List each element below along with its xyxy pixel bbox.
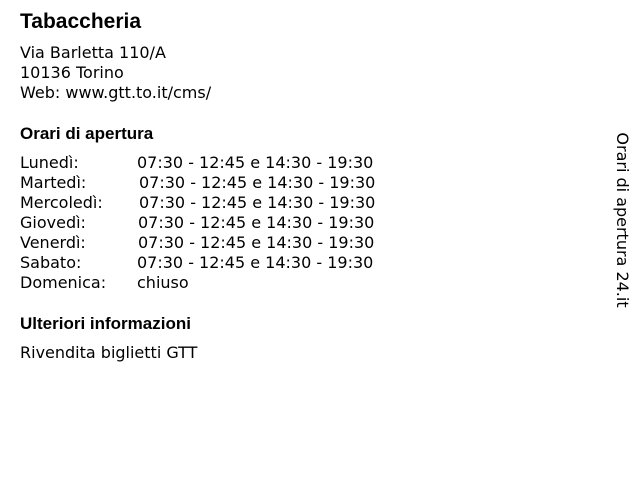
day-label: Mercoledì:: [20, 193, 103, 212]
hours-row-wednesday: [20, 193, 440, 213]
opening-hours-list: [20, 153, 440, 293]
time-range: 07:30 - 12:45 e 14:30 - 19:30: [137, 153, 374, 172]
day-label: Sabato:: [20, 253, 82, 272]
site-watermark: Orari di apertura 24.it: [613, 132, 632, 308]
page-title: Tabaccheria: [20, 10, 142, 33]
hours-heading: Orari di apertura: [20, 124, 154, 143]
hours-row-friday: [20, 233, 440, 253]
day-label: Martedì:: [20, 173, 87, 192]
hours-row-tuesday: [20, 173, 440, 193]
info-text: Rivendita biglietti GTT: [20, 343, 198, 362]
day-label: Venerdì:: [20, 233, 86, 252]
website-link[interactable]: Web: www.gtt.to.it/cms/: [20, 83, 212, 102]
time-range: 07:30 - 12:45 e 14:30 - 19:30: [138, 233, 375, 252]
day-label: Lunedì:: [20, 153, 79, 172]
address-street: Via Barletta 110/A: [20, 43, 166, 62]
hours-row-monday: [20, 153, 440, 173]
time-range: 07:30 - 12:45 e 14:30 - 19:30: [137, 253, 374, 272]
time-range: chiuso: [137, 273, 189, 292]
info-heading: Ulteriori informazioni: [20, 314, 191, 333]
hours-row-thursday: [20, 213, 440, 233]
time-range: 07:30 - 12:45 e 14:30 - 19:30: [139, 173, 376, 192]
time-range: 07:30 - 12:45 e 14:30 - 19:30: [138, 213, 375, 232]
address-block: [20, 43, 211, 103]
hours-row-sunday: [20, 273, 440, 293]
address-city: 10136 Torino: [20, 63, 124, 82]
day-label: Domenica:: [20, 273, 107, 292]
hours-row-saturday: [20, 253, 440, 273]
time-range: 07:30 - 12:45 e 14:30 - 19:30: [139, 193, 376, 212]
day-label: Giovedì:: [20, 213, 86, 232]
